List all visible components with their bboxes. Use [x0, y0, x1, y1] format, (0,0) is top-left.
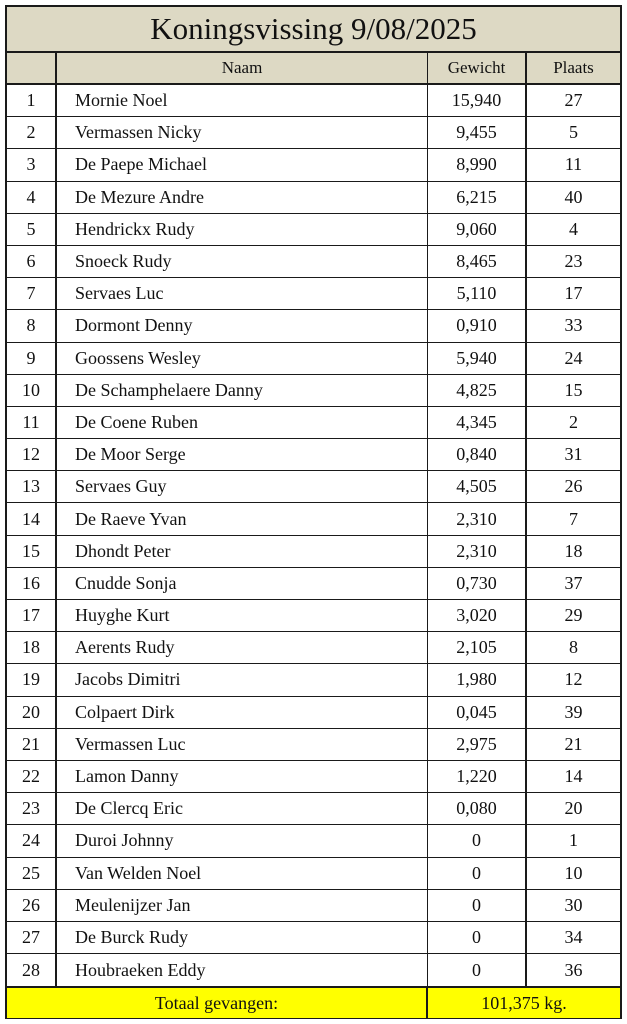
row-plaats: 37	[564, 572, 583, 593]
row-plaats: 40	[564, 186, 583, 207]
table-row	[7, 246, 620, 278]
row-gewicht: 0	[428, 922, 527, 953]
row-naam: De Burck Rudy	[57, 922, 428, 953]
row-naam: Van Welden Noel	[57, 858, 428, 889]
row-plaats: 1	[569, 830, 578, 851]
table-row	[7, 310, 620, 342]
row-gewicht: 0,080	[428, 793, 527, 824]
row-plaats: 36	[564, 959, 583, 980]
row-num: 22	[7, 761, 57, 792]
row-naam: Goossens Wesley	[57, 343, 428, 374]
row-gewicht: 3,020	[428, 600, 527, 631]
header-plaats: Plaats	[553, 58, 594, 77]
row-num: 13	[7, 471, 57, 502]
table-row	[7, 278, 620, 310]
row-naam: Jacobs Dimitri	[57, 664, 428, 695]
row-gewicht: 2,310	[428, 536, 527, 567]
table-row	[7, 858, 620, 890]
row-plaats: 26	[564, 476, 583, 497]
row-num: 20	[7, 697, 57, 728]
row-plaats: 18	[564, 540, 583, 561]
row-gewicht: 8,990	[428, 149, 527, 180]
table-row	[7, 536, 620, 568]
row-naam: Colpaert Dirk	[57, 697, 428, 728]
table-header	[7, 53, 620, 85]
row-num: 19	[7, 664, 57, 695]
row-num: 18	[7, 632, 57, 663]
row-gewicht: 0,730	[428, 568, 527, 599]
results-table	[5, 5, 622, 1019]
header-naam: Naam	[57, 53, 428, 83]
row-plaats: 30	[564, 894, 583, 915]
table-row	[7, 729, 620, 761]
row-naam: De Raeve Yvan	[57, 503, 428, 534]
row-naam: Duroi Johnny	[57, 825, 428, 856]
table-row	[7, 825, 620, 857]
total-label: Totaal gevangen:	[7, 988, 428, 1018]
row-num: 2	[7, 117, 57, 148]
row-gewicht: 6,215	[428, 182, 527, 213]
row-naam: De Mezure Andre	[57, 182, 428, 213]
row-naam: Meulenijzer Jan	[57, 890, 428, 921]
row-naam: Hendrickx Rudy	[57, 214, 428, 245]
row-gewicht: 4,345	[428, 407, 527, 438]
row-naam: Cnudde Sonja	[57, 568, 428, 599]
row-plaats: 29	[564, 605, 583, 626]
row-num: 24	[7, 825, 57, 856]
row-gewicht: 2,105	[428, 632, 527, 663]
row-plaats: 11	[564, 154, 583, 175]
table-row	[7, 664, 620, 696]
table-row	[7, 922, 620, 954]
row-num: 27	[7, 922, 57, 953]
table-row	[7, 503, 620, 535]
row-plaats: 2	[569, 411, 578, 432]
row-naam: Snoeck Rudy	[57, 246, 428, 277]
row-gewicht: 0,045	[428, 697, 527, 728]
row-num: 14	[7, 503, 57, 534]
row-num: 17	[7, 600, 57, 631]
table-row	[7, 890, 620, 922]
row-num: 26	[7, 890, 57, 921]
row-gewicht: 1,220	[428, 761, 527, 792]
row-naam: De Coene Ruben	[57, 407, 428, 438]
table-row	[7, 697, 620, 729]
total-value: 101,375 kg.	[481, 992, 567, 1013]
row-gewicht: 9,455	[428, 117, 527, 148]
row-naam: Servaes Luc	[57, 278, 428, 309]
row-plaats: 14	[564, 766, 583, 787]
header-num	[7, 53, 57, 83]
row-naam: Huyghe Kurt	[57, 600, 428, 631]
table-row	[7, 761, 620, 793]
row-num: 8	[7, 310, 57, 341]
row-plaats: 24	[564, 347, 583, 368]
row-naam: Aerents Rudy	[57, 632, 428, 663]
row-naam: Dhondt Peter	[57, 536, 428, 567]
row-plaats: 12	[564, 669, 583, 690]
row-num: 15	[7, 536, 57, 567]
row-gewicht: 2,310	[428, 503, 527, 534]
row-num: 6	[7, 246, 57, 277]
row-naam: Houbraeken Eddy	[57, 954, 428, 986]
row-naam: De Schamphelaere Danny	[57, 375, 428, 406]
row-num: 10	[7, 375, 57, 406]
total-row	[7, 986, 620, 1018]
table-row	[7, 85, 620, 117]
table-row	[7, 439, 620, 471]
row-plaats: 7	[569, 508, 578, 529]
table-row	[7, 117, 620, 149]
row-num: 1	[7, 85, 57, 116]
row-plaats: 39	[564, 701, 583, 722]
row-gewicht: 5,110	[428, 278, 527, 309]
table-row	[7, 954, 620, 986]
row-plaats: 23	[564, 251, 583, 272]
table-row	[7, 343, 620, 375]
row-plaats: 27	[564, 90, 583, 111]
row-plaats: 17	[564, 283, 583, 304]
row-gewicht: 1,980	[428, 664, 527, 695]
row-plaats: 5	[569, 122, 578, 143]
table-row	[7, 407, 620, 439]
row-gewicht: 0,840	[428, 439, 527, 470]
table-row	[7, 632, 620, 664]
row-num: 9	[7, 343, 57, 374]
row-num: 5	[7, 214, 57, 245]
row-plaats: 31	[564, 444, 583, 465]
table-row	[7, 149, 620, 181]
row-plaats: 4	[569, 218, 578, 239]
row-plaats: 20	[564, 798, 583, 819]
row-plaats: 33	[564, 315, 583, 336]
row-num: 28	[7, 954, 57, 986]
row-naam: Vermassen Luc	[57, 729, 428, 760]
table-row	[7, 793, 620, 825]
row-gewicht: 0,910	[428, 310, 527, 341]
row-plaats: 10	[564, 862, 583, 883]
row-gewicht: 0	[428, 954, 527, 986]
row-num: 12	[7, 439, 57, 470]
row-plaats: 8	[569, 637, 578, 658]
row-naam: De Moor Serge	[57, 439, 428, 470]
row-num: 21	[7, 729, 57, 760]
table-row	[7, 375, 620, 407]
header-gewicht: Gewicht	[428, 53, 527, 83]
row-num: 7	[7, 278, 57, 309]
row-naam: De Paepe Michael	[57, 149, 428, 180]
table-row	[7, 214, 620, 246]
row-plaats: 21	[564, 733, 583, 754]
row-gewicht: 0	[428, 890, 527, 921]
row-num: 23	[7, 793, 57, 824]
row-naam: Vermassen Nicky	[57, 117, 428, 148]
row-naam: Dormont Denny	[57, 310, 428, 341]
table-row	[7, 471, 620, 503]
row-naam: De Clercq Eric	[57, 793, 428, 824]
row-num: 11	[7, 407, 57, 438]
row-num: 4	[7, 182, 57, 213]
table-body	[7, 85, 620, 986]
row-naam: Servaes Guy	[57, 471, 428, 502]
row-gewicht: 4,505	[428, 471, 527, 502]
row-gewicht: 4,825	[428, 375, 527, 406]
row-gewicht: 0	[428, 825, 527, 856]
table-row	[7, 568, 620, 600]
table-row	[7, 182, 620, 214]
table-row	[7, 600, 620, 632]
page-title: Koningsvissing 9/08/2025	[7, 7, 620, 53]
row-gewicht: 9,060	[428, 214, 527, 245]
row-num: 25	[7, 858, 57, 889]
row-gewicht: 0	[428, 858, 527, 889]
row-gewicht: 8,465	[428, 246, 527, 277]
row-naam: Mornie Noel	[57, 85, 428, 116]
row-plaats: 34	[564, 926, 583, 947]
row-gewicht: 2,975	[428, 729, 527, 760]
row-plaats: 15	[564, 379, 583, 400]
row-num: 16	[7, 568, 57, 599]
row-naam: Lamon Danny	[57, 761, 428, 792]
row-num: 3	[7, 149, 57, 180]
row-gewicht: 5,940	[428, 343, 527, 374]
row-gewicht: 15,940	[428, 85, 527, 116]
